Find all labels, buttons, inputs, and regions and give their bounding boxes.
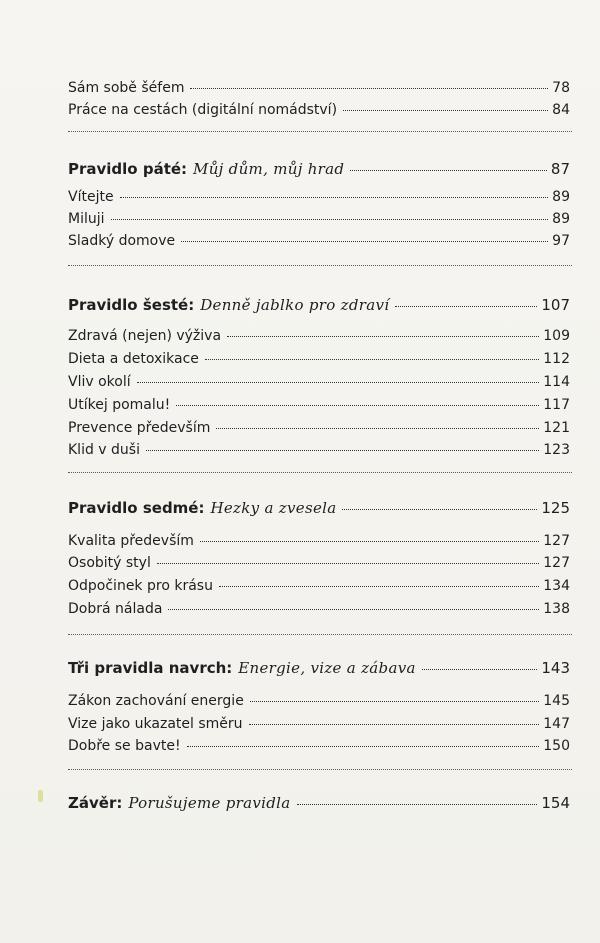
- chapter-page: 125: [541, 499, 570, 517]
- toc-entry-label: Zdravá (nejen) výživa: [68, 328, 222, 344]
- section-separator: [68, 769, 572, 770]
- toc-entry-page: 145: [543, 693, 570, 709]
- toc-entry-label: Utíkej pomalu!: [68, 397, 171, 413]
- toc-entry: [68, 79, 570, 97]
- section-separator: [68, 472, 572, 473]
- toc-entry: [68, 532, 570, 550]
- dot-leader: [176, 405, 539, 406]
- dot-leader: [181, 241, 548, 242]
- toc-entry-page: 109: [543, 328, 570, 344]
- dot-leader: [422, 669, 538, 670]
- toc-entry-label: Práce na cestách (digitální nomádství): [68, 102, 338, 118]
- chapter-rule: Pravidlo sedmé: [68, 499, 199, 517]
- toc-chapter-bonus: [68, 659, 570, 677]
- toc-chapter-6: [68, 296, 570, 314]
- dot-leader: [219, 586, 539, 587]
- chapter-rule: Tři pravidla navrch: [68, 659, 227, 677]
- chapter-page: 107: [541, 296, 570, 314]
- chapter-colon: :: [181, 160, 188, 178]
- toc-entry: [68, 373, 570, 391]
- toc-entry: [68, 577, 570, 595]
- chapter-title: Energie, vize a zábava: [238, 659, 416, 677]
- toc-entry-label: Vliv okolí: [68, 374, 131, 390]
- toc-entry: [68, 737, 570, 755]
- toc-entry: [68, 232, 570, 250]
- chapter-title: Porušujeme pravidla: [128, 794, 291, 812]
- toc-entry: [68, 210, 570, 228]
- toc-chapter-5: [68, 160, 570, 178]
- toc-entry-page: 127: [543, 555, 570, 571]
- paper-speck: [38, 790, 43, 802]
- dot-leader: [168, 609, 539, 610]
- toc-entry-label: Osobitý styl: [68, 555, 151, 571]
- chapter-rule: Závěr: [68, 794, 117, 812]
- chapter-rule: Pravidlo šesté: [68, 296, 189, 314]
- dot-leader: [395, 306, 537, 307]
- dot-leader: [190, 88, 548, 89]
- toc-entry-label: Vize jako ukazatel směru: [68, 716, 243, 732]
- toc-entry-label: Sám sobě šéfem: [68, 80, 185, 96]
- toc-entry-label: Sladký domove: [68, 233, 176, 249]
- toc-entry-label: Prevence především: [68, 420, 211, 436]
- toc-entry: [68, 441, 570, 459]
- toc-entry: [68, 554, 570, 572]
- dot-leader: [120, 197, 549, 198]
- dot-leader: [205, 359, 539, 360]
- toc-entry-page: 89: [552, 211, 570, 227]
- dot-leader: [137, 382, 540, 383]
- toc-entry-page: 134: [543, 578, 570, 594]
- section-separator: [68, 634, 572, 635]
- toc-entry-page: 112: [543, 351, 570, 367]
- chapter-title: Denně jablko pro zdraví: [200, 296, 390, 314]
- dot-leader: [342, 509, 537, 510]
- toc-entry-label: Vítejte: [68, 189, 114, 205]
- toc-entry: [68, 327, 570, 345]
- toc-entry: [68, 350, 570, 368]
- dot-leader: [297, 804, 538, 805]
- toc-entry-page: 117: [543, 397, 570, 413]
- toc-entry: [68, 715, 570, 733]
- toc-entry: [68, 692, 570, 710]
- toc-entry-label: Dieta a detoxikace: [68, 351, 199, 367]
- toc-entry: [68, 188, 570, 206]
- toc-entry-label: Klid v duši: [68, 442, 140, 458]
- dot-leader: [227, 336, 539, 337]
- toc-entry-label: Kvalita především: [68, 533, 194, 549]
- chapter-title: Můj dům, můj hrad: [193, 160, 345, 178]
- chapter-page: 154: [541, 794, 570, 812]
- dot-leader: [350, 170, 547, 171]
- dot-leader: [187, 746, 540, 747]
- toc-entry: [68, 600, 570, 618]
- chapter-rule: Pravidlo páté: [68, 160, 182, 178]
- dot-leader: [157, 563, 539, 564]
- dot-leader: [343, 110, 548, 111]
- toc-entry-label: Odpočinek pro krásu: [68, 578, 213, 594]
- toc-entry: [68, 101, 570, 119]
- toc-entry-page: 123: [543, 442, 570, 458]
- toc-entry-label: Zákon zachování energie: [68, 693, 244, 709]
- chapter-colon: :: [226, 659, 233, 677]
- toc-entry-page: 84: [552, 102, 570, 118]
- dot-leader: [200, 541, 539, 542]
- toc-entry-page: 150: [543, 738, 570, 754]
- chapter-page: 87: [550, 160, 570, 178]
- toc-entry-label: Miluji: [68, 211, 105, 227]
- toc-entry-label: Dobře se bavte!: [68, 738, 181, 754]
- section-separator: [68, 265, 572, 266]
- dot-leader: [250, 701, 539, 702]
- dot-leader: [249, 724, 540, 725]
- toc-entry-page: 89: [552, 189, 570, 205]
- toc-chapter-7: [68, 499, 570, 517]
- chapter-colon: :: [198, 499, 205, 517]
- dot-leader: [146, 450, 539, 451]
- toc-entry: [68, 396, 570, 414]
- toc-entry-page: 138: [543, 601, 570, 617]
- toc-entry-page: 127: [543, 533, 570, 549]
- section-separator: [68, 131, 572, 132]
- toc-entry: [68, 419, 570, 437]
- toc-entry-label: Dobrá nálada: [68, 601, 163, 617]
- toc-entry-page: 121: [543, 420, 570, 436]
- toc-entry-page: 97: [552, 233, 570, 249]
- toc-entry-page: 114: [543, 374, 570, 390]
- dot-leader: [111, 219, 549, 220]
- dot-leader: [216, 428, 539, 429]
- chapter-title: Hezky a zvesela: [210, 499, 337, 517]
- chapter-colon: :: [116, 794, 123, 812]
- toc-conclusion: [68, 794, 570, 812]
- toc-entry-page: 147: [543, 716, 570, 732]
- chapter-colon: :: [188, 296, 195, 314]
- chapter-page: 143: [541, 659, 570, 677]
- toc-entry-page: 78: [552, 80, 570, 96]
